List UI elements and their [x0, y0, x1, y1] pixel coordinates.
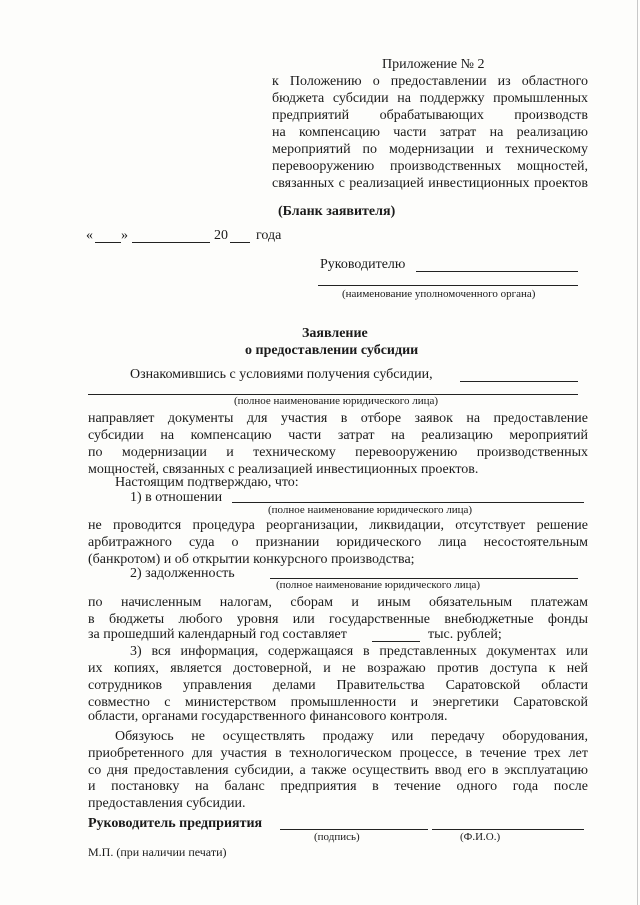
annex-line: предприятий обрабатывающих производств: [272, 108, 588, 123]
annex-line: к Положению о предоставлении из областного: [272, 74, 588, 89]
annex-line: бюджета субсидии на поддержку промышленных: [272, 91, 588, 106]
paragraph-line: субсидии на компенсацию части затрат на реализацию мероприятий: [88, 428, 588, 443]
confirm-text: Настоящим подтверждаю, что:: [115, 475, 299, 490]
debt-amount-field[interactable]: [372, 641, 420, 642]
obligation-line: приобретенного для участия в технологическом процессе, в течение трех лет: [88, 746, 588, 761]
addressee-name-field[interactable]: [416, 271, 578, 272]
date-open-quote: «: [86, 228, 93, 243]
name-caption: (Ф.И.О.): [460, 831, 501, 843]
intro-caption: (полное наименование юридического лица): [234, 395, 439, 407]
signature-field[interactable]: [280, 829, 428, 830]
obligation-line: со дня предоставления субсидии, а также осуществить ввод его в эксплуатацию: [88, 763, 588, 778]
obligation-line: предоставления субсидии.: [88, 796, 246, 811]
date-day-field[interactable]: [95, 242, 121, 243]
item3-line: 3) вся информация, содержащаяся в представленных документах или: [130, 644, 588, 659]
item3-line: сотрудников управления делами Правительства Саратовской области: [88, 678, 588, 693]
item3-line: области, органами государственного финансового контроля.: [88, 709, 448, 724]
addressee-caption: (наименование уполномоченного органа): [342, 288, 536, 300]
item3-line: их копиях, является достоверной, и не возражаю против доступа к ней: [88, 661, 588, 676]
company-name-field[interactable]: [460, 381, 578, 382]
annex-line: перевооружению производственных мощностей,: [272, 159, 588, 174]
annex-title: Приложение № 2: [382, 57, 485, 72]
paragraph-line: по модернизации и техническому перевооружению производственных: [88, 445, 588, 460]
item2-last-suffix: тыс. рублей;: [428, 627, 502, 642]
form-title: (Бланк заявителя): [278, 204, 396, 219]
annex-line: на компенсацию части затрат на реализацию: [272, 125, 588, 140]
date-century: 20: [214, 228, 228, 243]
item2-line: по начисленным налогам, сборам и иным обязательным платежам: [88, 595, 588, 610]
annex-line: связанных с реализацией инвестиционных проектов: [272, 176, 588, 191]
item1-line: не проводится процедура реорганизации, ликвидации, отсутствует решение: [88, 518, 588, 533]
item1-label: 1) в отношении: [130, 490, 223, 505]
scan-edge: [637, 0, 638, 905]
date-suffix: года: [256, 228, 282, 243]
addressee-name-field-2[interactable]: [318, 285, 578, 286]
obligation-line: и постановку на баланс предприятия в течение одного года после: [88, 779, 588, 794]
item1-company-field[interactable]: [232, 502, 584, 503]
paragraph-line: мощностей, связанных с реализацией инвестиционных проектов.: [88, 462, 479, 477]
signature-label: Руководитель предприятия: [88, 816, 263, 831]
item1-line: арбитражного суда о признании юридического лица несостоятельным: [88, 535, 588, 550]
intro-text: Ознакомившись с условиями получения субсидии,: [130, 367, 433, 382]
date-month-field[interactable]: [132, 242, 210, 243]
item1-line: (банкротом) и об открытии конкурсного производства;: [88, 552, 415, 567]
addressee-label: Руководителю: [320, 257, 406, 272]
item2-line: в бюджеты любого уровня или государственные внебюджетные фонды: [88, 612, 588, 627]
statement-subtitle: о предоставлении субсидии: [245, 343, 419, 358]
item2-caption: (полное наименование юридического лица): [276, 579, 481, 591]
statement-title: Заявление: [302, 326, 368, 341]
item3-line: совместно с министерством промышленности и энергетики Саратовской: [88, 695, 588, 710]
date-close-quote: »: [121, 228, 128, 243]
paragraph-line: направляет документы для участия в отборе заявок на предоставление: [88, 411, 588, 426]
date-year-field[interactable]: [230, 242, 250, 243]
item2-last-prefix: за прошедший календарный год составляет: [88, 627, 347, 642]
annex-line: мероприятий по модернизации и техническому: [272, 142, 588, 157]
item1-caption: (полное наименование юридического лица): [268, 504, 473, 516]
obligation-line: Обязуюсь не осуществлять продажу или передачу оборудования,: [115, 729, 588, 744]
item2-label: 2) задолженность: [130, 566, 235, 581]
name-field[interactable]: [432, 829, 584, 830]
signature-caption: (подпись): [314, 831, 360, 843]
stamp-note: М.П. (при наличии печати): [88, 845, 227, 859]
